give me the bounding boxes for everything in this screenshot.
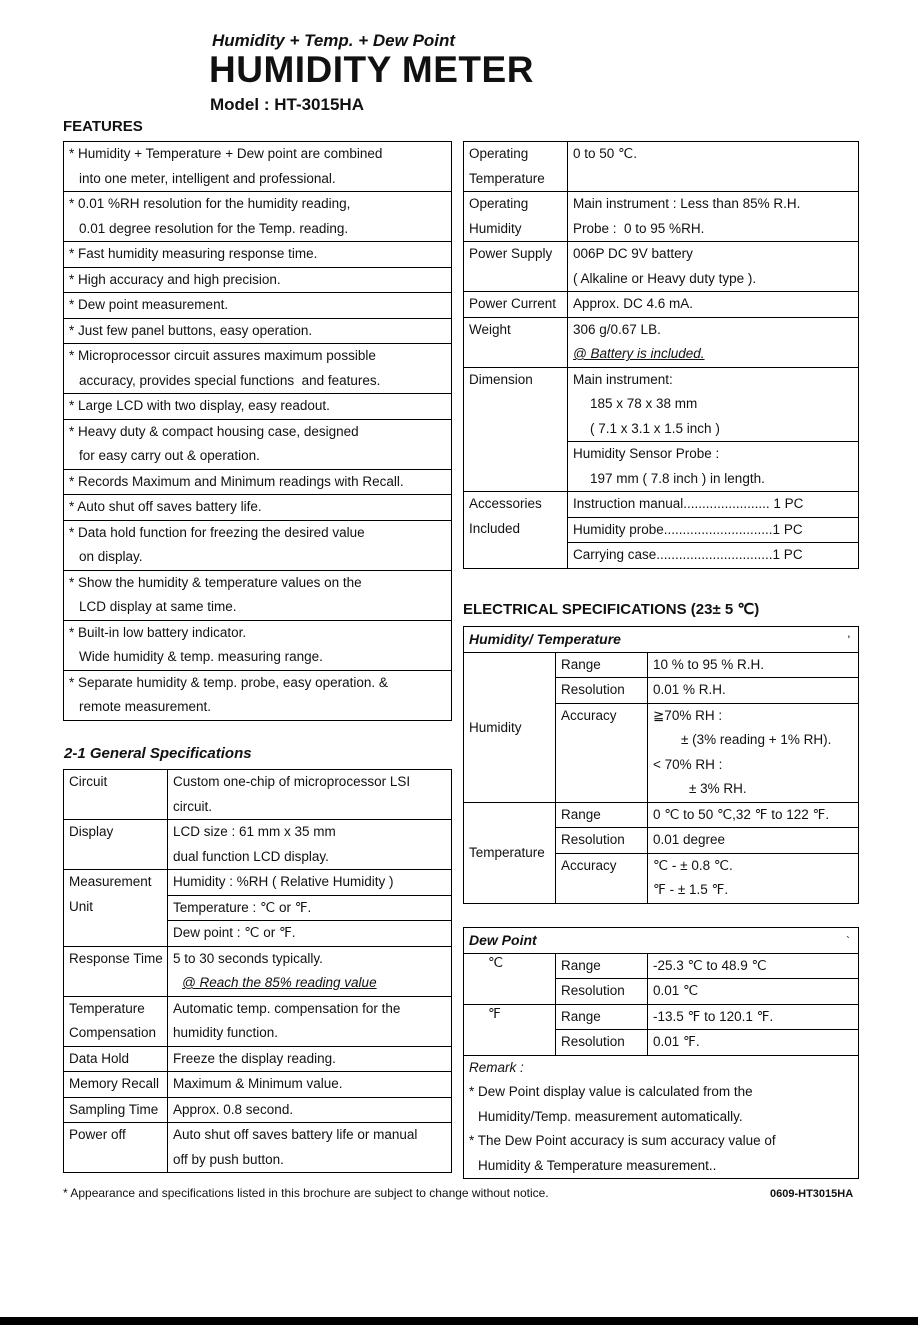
- row-value: [568, 142, 858, 191]
- feature-text: * High accuracy and high precision.: [69, 271, 281, 287]
- value-text: 306 g/0.67 LB.: [573, 321, 661, 337]
- humidity-temperature-table: [463, 626, 859, 904]
- label-text: Temperature: [469, 170, 545, 186]
- row-value: [568, 368, 858, 492]
- feature-item: [64, 292, 451, 318]
- value-text: Custom one-chip of microprocessor LSI: [173, 774, 411, 789]
- row-label: [464, 192, 568, 241]
- feature-item: [64, 318, 451, 344]
- table-row: [64, 819, 451, 869]
- dew-point-table: [463, 927, 859, 1179]
- table-row: [64, 770, 451, 819]
- table-row: [464, 367, 858, 492]
- value-text: 5 to 30 seconds typically.: [173, 950, 323, 966]
- value-text: 0.01 ℉.: [653, 1034, 700, 1049]
- label-text: Range: [561, 806, 601, 822]
- row-label: [64, 770, 168, 819]
- table-row: [556, 677, 858, 703]
- value-text: circuit.: [173, 798, 213, 814]
- table-row: [556, 853, 858, 903]
- value-note-text: @ Reach the 85% reading value: [182, 975, 377, 990]
- remark-text: * The Dew Point accuracy is sum accuracy value of: [469, 1133, 776, 1148]
- label-text: Measurement: [69, 874, 152, 889]
- general-specs-heading: 2-1 General Specifications: [64, 745, 252, 762]
- label-text: Resolution: [561, 832, 625, 847]
- table-row: [556, 803, 858, 828]
- row-value: [168, 870, 451, 946]
- feature-item: [64, 419, 451, 469]
- feature-text: accuracy, provides special functions and features.: [79, 372, 381, 388]
- feature-text: into one meter, intelligent and professional.: [79, 170, 336, 186]
- section-header-text: Dew Point: [469, 932, 537, 948]
- value-text: -25.3 ℃ to 48.9 ℃: [653, 957, 767, 973]
- label-text: Response Time: [69, 950, 163, 966]
- value-text: Humidity Sensor Probe :: [573, 446, 720, 461]
- label-text: Sampling Time: [69, 1101, 159, 1117]
- table-row: [556, 703, 858, 802]
- operating-specs-table: [463, 141, 859, 569]
- value-text: ± (3% reading + 1% RH).: [681, 732, 832, 747]
- stray-tick-mark: ': [847, 633, 850, 647]
- label-text: Dimension: [469, 371, 533, 387]
- value-text: Humidity : %RH ( Relative Humidity ): [173, 874, 394, 889]
- table-row: [64, 1122, 451, 1172]
- model-number: Model : HT-3015HA: [210, 95, 364, 114]
- document-code: 0609-HT3015HA: [770, 1188, 854, 1200]
- table-row: [556, 1005, 858, 1030]
- row-value: [568, 292, 858, 317]
- table-row: [464, 191, 858, 241]
- section-label: Humidity: [464, 653, 556, 802]
- value-text: dual function LCD display.: [173, 848, 329, 864]
- dimension-main: [568, 368, 858, 442]
- table-row: [464, 491, 858, 568]
- value-text: Instruction manual....................... 1 PC: [573, 496, 804, 511]
- feature-text: * Humidity + Temperature + Dew point are combined: [69, 146, 383, 161]
- row-label: [464, 292, 568, 317]
- feature-item: [64, 670, 451, 720]
- page-bottom-edge: [0, 1317, 918, 1325]
- feature-text: * Data hold function for freezing the desired value: [69, 524, 365, 540]
- label-text: Range: [561, 656, 601, 672]
- remark-heading: Remark :: [469, 1059, 524, 1075]
- value-text: 0.01 degree: [653, 832, 726, 847]
- row-label: [64, 1072, 168, 1097]
- electrical-specs-heading: ELECTRICAL SPECIFICATIONS (23± 5 ℃): [463, 601, 760, 618]
- feature-item: [64, 142, 451, 191]
- feature-text: * Dew point measurement.: [69, 297, 229, 312]
- row-value: [168, 820, 451, 869]
- feature-text: 0.01 degree resolution for the Temp. reading.: [79, 220, 349, 236]
- value-text: Temperature : ℃ or ℉.: [173, 899, 312, 915]
- value-text: < 70% RH :: [653, 756, 723, 772]
- value-text: Freeze the display reading.: [173, 1050, 336, 1066]
- feature-text: * Heavy duty & compact housing case, designed: [69, 423, 359, 439]
- label-text: Included: [469, 520, 521, 536]
- remark-section: [464, 1055, 858, 1179]
- label-text: Operating: [469, 196, 529, 211]
- value-text: 0.01 ℃: [653, 983, 699, 998]
- row-label: [464, 242, 568, 291]
- row-value: [168, 1072, 451, 1097]
- label-text: Unit: [69, 898, 94, 914]
- general-specs-table: [63, 769, 452, 1173]
- value-text: 0 to 50 ℃.: [573, 146, 637, 161]
- row-value: [168, 1123, 451, 1172]
- remark-item: [464, 1129, 858, 1178]
- table-row: [556, 1029, 858, 1055]
- feature-item: [64, 494, 451, 520]
- value-text: 185 x 78 x 38 mm: [590, 396, 698, 411]
- table-row: [464, 317, 858, 367]
- row-value: [568, 492, 858, 568]
- value-text: Dew point : ℃ or ℉.: [173, 925, 296, 940]
- remark-text: * Dew Point display value is calculated from the: [469, 1084, 753, 1099]
- label-text: Accuracy: [561, 707, 617, 723]
- table-row: [556, 653, 858, 678]
- row-value: [568, 242, 858, 291]
- celsius-section: [464, 953, 858, 1004]
- row-value: [568, 318, 858, 367]
- value-text: Approx. 0.8 second.: [173, 1101, 294, 1117]
- value-text: 0.01 % R.H.: [653, 682, 726, 697]
- feature-text: * Fast humidity measuring response time.: [69, 246, 318, 261]
- value-text: -13.5 ℉ to 120.1 ℉.: [653, 1008, 774, 1024]
- row-label: [64, 1123, 168, 1172]
- value-text: ( Alkaline or Heavy duty type ).: [573, 270, 757, 286]
- table-row: [64, 869, 451, 946]
- value-text: Probe : 0 to 95 %RH.: [573, 220, 705, 236]
- doc-title: HUMIDITY METER: [209, 49, 534, 90]
- features-heading: FEATURES: [63, 118, 143, 135]
- feature-item: [64, 191, 451, 241]
- feature-text: * Built-in low battery indicator.: [69, 624, 247, 640]
- row-value: [168, 770, 451, 819]
- label-text: Humidity: [469, 220, 522, 236]
- value-text: Automatic temp. compensation for the: [173, 1000, 401, 1016]
- value-text: Approx. DC 4.6 mA.: [573, 296, 694, 311]
- temperature-section: [464, 802, 858, 903]
- value-text: 006P DC 9V battery: [573, 246, 693, 261]
- feature-text: * Separate humidity & temp. probe, easy operation. &: [69, 674, 388, 690]
- fahrenheit-section: [464, 1004, 858, 1055]
- feature-item: [64, 393, 451, 419]
- row-label: [464, 492, 568, 568]
- row-label: [464, 368, 568, 492]
- feature-item: [64, 241, 451, 267]
- row-label: [64, 1047, 168, 1072]
- value-text: ( 7.1 x 3.1 x 1.5 inch ): [590, 420, 720, 436]
- row-label: [464, 142, 568, 191]
- label-text: Memory Recall: [69, 1076, 160, 1091]
- feature-item: [64, 343, 451, 393]
- feature-text: on display.: [79, 549, 143, 564]
- label-text: Resolution: [561, 1034, 625, 1049]
- section-header-text: Humidity/ Temperature: [469, 631, 621, 647]
- footer-note: * Appearance and specifications listed in this brochure are subject to change without notice.: [63, 1186, 549, 1200]
- remark-item: [464, 1080, 858, 1129]
- row-label: [464, 318, 568, 367]
- table-row: [556, 978, 858, 1004]
- label-text: Temperature: [69, 1000, 145, 1016]
- dimension-probe: [568, 441, 858, 491]
- value-text: ℉ - ± 1.5 ℉.: [653, 882, 729, 897]
- table-row: [464, 142, 858, 191]
- table-row: [64, 996, 451, 1046]
- row-value: [168, 947, 451, 996]
- feature-text: * Records Maximum and Minimum readings with Recall.: [69, 473, 404, 489]
- feature-text: LCD display at same time.: [79, 599, 237, 614]
- table-row: [64, 1097, 451, 1123]
- value-text: 197 mm ( 7.8 inch ) in length.: [590, 470, 765, 486]
- feature-item: [64, 520, 451, 570]
- feature-text: * Large LCD with two display, easy readout.: [69, 398, 330, 413]
- value-text: 10 % to 95 % R.H.: [653, 656, 765, 672]
- value-text: Humidity probe.............................1 PC: [573, 521, 803, 537]
- feature-text: Wide humidity & temp. measuring range.: [79, 649, 323, 664]
- value-text: Carrying case...............................1 PC: [573, 547, 803, 562]
- table-row: [464, 291, 858, 317]
- label-text: Power Current: [469, 296, 557, 311]
- label-text: Compensation: [69, 1025, 157, 1040]
- label-text: Power Supply: [469, 246, 553, 261]
- value-text: Main instrument:: [573, 371, 673, 387]
- section-label: ℉: [464, 1005, 556, 1055]
- value-text: Auto shut off saves battery life or manual: [173, 1127, 418, 1142]
- row-value: [168, 1098, 451, 1123]
- label-text: Weight: [469, 321, 511, 337]
- label-text: Range: [561, 957, 601, 973]
- label-text: Power off: [69, 1127, 126, 1142]
- humidity-section: [464, 652, 858, 802]
- value-text: off by push button.: [173, 1151, 284, 1167]
- table-row: [64, 1046, 451, 1072]
- section-label: ℃: [464, 954, 556, 1004]
- table-row: [556, 827, 858, 853]
- stray-tick-mark: `: [846, 934, 850, 948]
- row-label: [64, 820, 168, 869]
- feature-text: * Show the humidity & temperature values on the: [69, 574, 362, 590]
- feature-item: [64, 570, 451, 620]
- table-row: [556, 954, 858, 979]
- label-text: Data Hold: [69, 1050, 130, 1066]
- feature-item: [64, 620, 451, 670]
- value-text: Maximum & Minimum value.: [173, 1076, 343, 1091]
- feature-text: * 0.01 %RH resolution for the humidity reading,: [69, 196, 351, 211]
- table-section-header: [464, 627, 858, 652]
- doc-subtitle: Humidity + Temp. + Dew Point: [212, 31, 456, 50]
- row-value: [168, 1047, 451, 1072]
- remark-text: Humidity & Temperature measurement..: [478, 1157, 717, 1173]
- label-text: Accuracy: [561, 857, 617, 873]
- row-label: [64, 947, 168, 996]
- row-value: [168, 997, 451, 1046]
- row-value: [568, 192, 858, 241]
- feature-item: [64, 469, 451, 495]
- label-text: Resolution: [561, 682, 625, 697]
- feature-text: remote measurement.: [79, 699, 212, 714]
- remark-text: Humidity/Temp. measurement automatically.: [478, 1108, 743, 1124]
- table-section-header: [464, 928, 858, 953]
- feature-text: for easy carry out & operation.: [79, 448, 260, 463]
- feature-item: [64, 267, 451, 293]
- value-text: Main instrument : Less than 85% R.H.: [573, 196, 801, 211]
- table-row: [64, 1071, 451, 1097]
- row-label: [64, 870, 168, 946]
- label-text: Operating: [469, 146, 529, 161]
- value-note-text: @ Battery is included.: [573, 346, 705, 361]
- label-text: Accessories: [469, 496, 542, 511]
- label-text: Resolution: [561, 983, 625, 998]
- table-row: [64, 946, 451, 996]
- label-text: Range: [561, 1008, 601, 1024]
- value-text: ± 3% RH.: [689, 781, 747, 796]
- label-text: Circuit: [69, 774, 108, 789]
- label-text: Display: [69, 824, 114, 839]
- row-label: [64, 1098, 168, 1123]
- value-text: humidity function.: [173, 1025, 279, 1040]
- table-row: [464, 241, 858, 291]
- row-label: [64, 997, 168, 1046]
- value-text: ≧70% RH :: [653, 707, 723, 723]
- value-text: ℃ - ± 0.8 ℃.: [653, 857, 733, 873]
- feature-text: * Auto shut off saves battery life.: [69, 499, 262, 514]
- value-text: 0 ℃ to 50 ℃,32 ℉ to 122 ℉.: [653, 806, 830, 822]
- feature-text: * Just few panel buttons, easy operation.: [69, 322, 313, 338]
- section-label: Temperature: [464, 803, 556, 903]
- feature-text: * Microprocessor circuit assures maximum possible: [69, 348, 376, 363]
- value-text: LCD size : 61 mm x 35 mm: [173, 824, 336, 839]
- features-table: [63, 141, 452, 721]
